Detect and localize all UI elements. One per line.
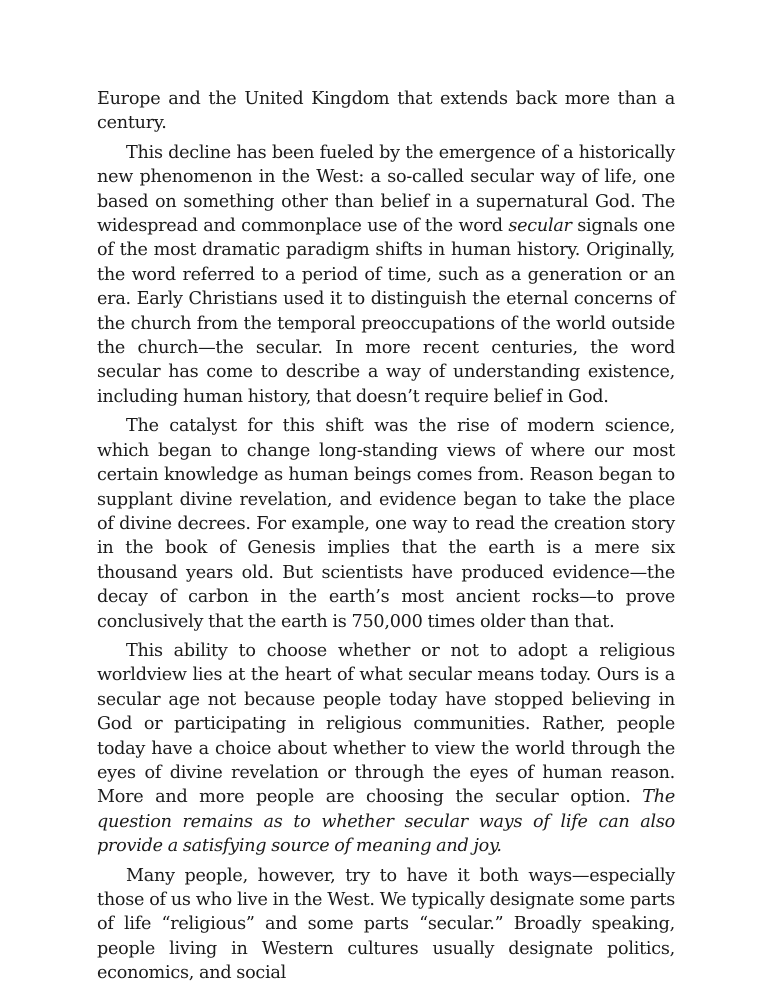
text-segment: The catalyst for this shift was the rise of modern science, which began to change long-standing views of where our most certain knowledge as human beings comes from. Reason began to supplant divine revelation, and evidence began to take the place of divine decrees. For example, one way to read the creation story in the book of Genesis implies that the earth is a mere six thousand years old. But scientists have produced evidence—the decay of carbon in the earth’s most ancient rocks—to prove conclusively that the earth is 750,000 times older than that.	[97, 416, 675, 632]
text-segment: This decline has been fueled by the emergence of a historically new phenomenon in the West: a so-called secular way of life, one based on something other than belief in a supernatural God. The widespread and commonplace use of the word	[97, 142, 675, 237]
paragraph-modern-science	[97, 414, 675, 634]
text-segment: Europe and the United Kingdom that extends back more than a century.	[97, 89, 675, 134]
paragraph-secular-decline	[97, 141, 675, 409]
italic-sentence: The question remains as to whether secular ways of life can also provide a satisfying source of meaning and joy.	[97, 787, 675, 857]
paragraph-choice	[97, 639, 675, 859]
paragraph-both-ways	[97, 864, 675, 986]
text-segment: Many people, however, try to have it both ways—especially those of us who live in the West. We typically designate some parts of life “religious” and some parts “secular.” Broadly speaking, people living in Western cultures usually designate politics, economics, and social	[97, 865, 675, 984]
text-segment: signals one of the most dramatic paradigm shifts in human history. Originally, the word referred to a period of time, such as a generation or an era. Early Christians used it to distinguish the eternal concerns of the church from the temporal preoccupations of the world outside the church—the secular. In more recent centuries, the word secular has come to describe a way of understanding existence, including human history, that doesn’t require belief in God.	[97, 216, 675, 407]
text-segment: This ability to choose whether or not to adopt a religious worldview lies at the heart of what secular means today. Ours is a secular age not because people today have stopped believing in God or participating in religious communities. Rather, people today have a choice about whether to view the world through the eyes of divine revelation or through the eyes of human reason. More and more people are choosing the secular option.	[97, 640, 675, 808]
paragraph-continued	[97, 87, 675, 136]
italic-term: secular	[508, 216, 572, 237]
document-page	[97, 87, 675, 991]
